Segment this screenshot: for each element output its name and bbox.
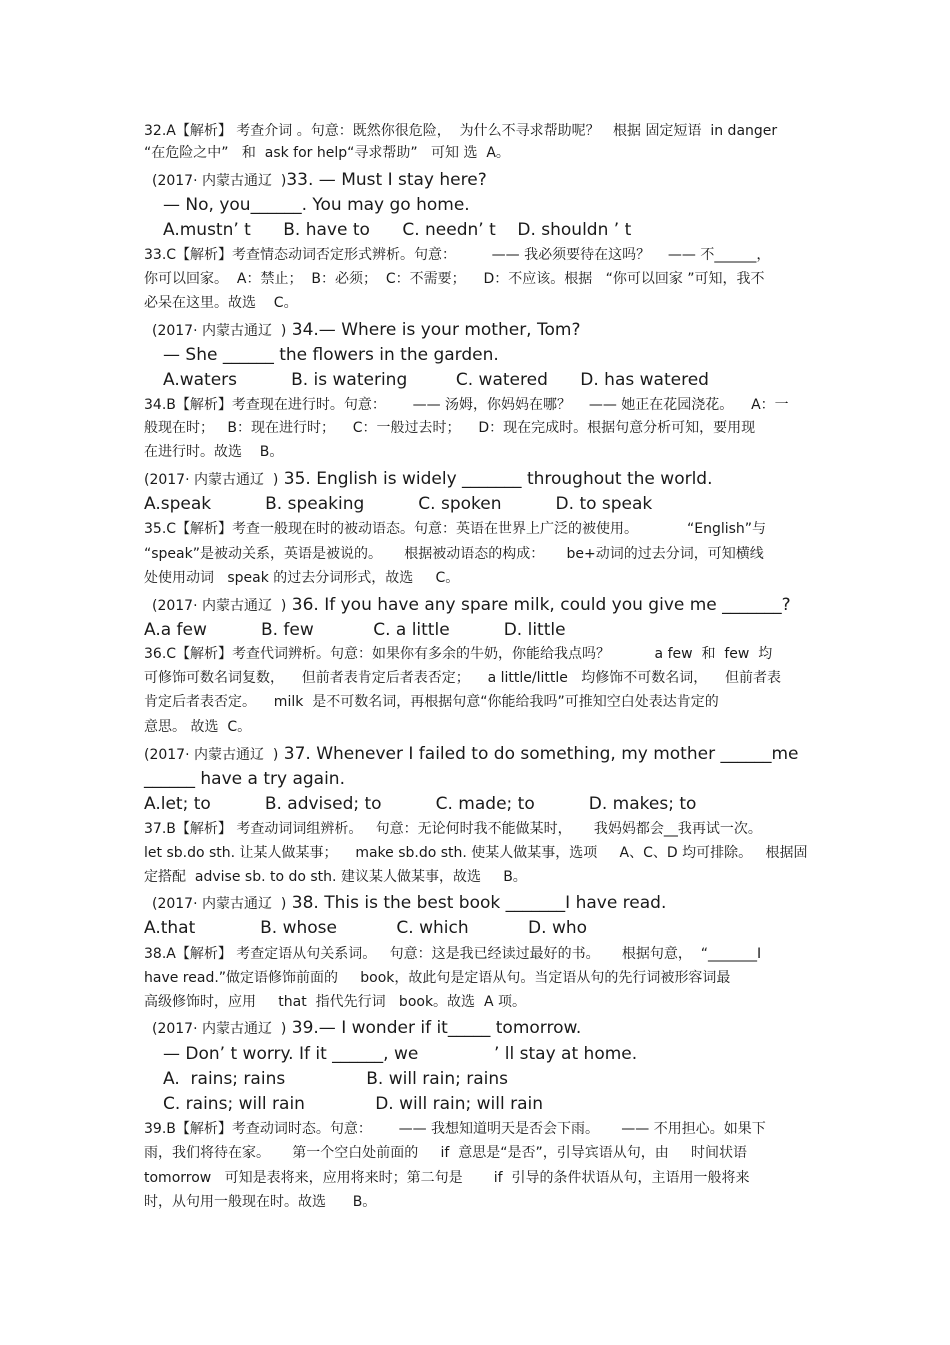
question-text: 39.— I wonder if it_____ tomorrow. xyxy=(286,1018,582,1038)
question-text: 34.— Where is your mother, Tom? xyxy=(286,320,581,340)
question-line xyxy=(152,1020,581,1037)
text-line: 处使用动词 speak 的过去分词形式，故选 C。 xyxy=(144,570,460,586)
question-line xyxy=(152,895,666,912)
text-line: 38.A【解析】 考查定语从句关系词。 句意：这是我已经读过最好的书。 根据句意， “_______I xyxy=(144,946,762,962)
text-line: 37.B【解析】 考查动词词组辨析。 句意：无论何时我不能做某时， 我妈妈都会__我再试一次。 xyxy=(144,821,762,837)
text-line: 在进行时。故选 B。 xyxy=(144,444,284,460)
text-line: 33.C【解析】考查情态动词否定形式辨析。句意： —— 我必须要待在这吗？ —— 不______， xyxy=(144,247,771,263)
question-line: — Don’ t worry. If it ______, we ’ ll stay at home. xyxy=(163,1044,638,1064)
text-line: 雨，我们将待在家。 第一个空白处前面的 if 意思是“是否”，引导宾语从句，由 时间状语 xyxy=(144,1145,747,1161)
text-line: 32.A【解析】 考查介词 。句意：既然你很危险， 为什么不寻求帮助呢？ 根据 固定短语 in danger xyxy=(144,123,778,139)
question-text: 37. Whenever I failed to do something, my mother ______me xyxy=(278,744,799,764)
text-line: 般现在时； B：现在进行时； C：一般过去时； D：现在完成时。根据句意分析可知，要用现 xyxy=(144,420,756,436)
text-line: 定搭配 advise sb. to do sth. 建议某人做某事，故选 B。 xyxy=(144,869,527,885)
question-line xyxy=(152,597,791,614)
source-label: (2017· 内蒙古通辽 ) xyxy=(144,472,279,488)
text-line: 意思。 故选 C。 xyxy=(144,719,252,735)
source-label: (2017· 内蒙古通辽 ) xyxy=(152,1021,287,1037)
question-text: 35. English is widely _______ throughout the world. xyxy=(278,469,713,489)
options-line: A.waters B. is watering C. watered D. has watered xyxy=(163,370,709,390)
text-line: “在危险之中” 和 ask for help“寻求帮助” 可知 选 A。 xyxy=(144,145,510,161)
source-label: (2017· 内蒙古通辽 ) xyxy=(144,747,279,763)
text-line: 35.C【解析】考查一般现在时的被动语态。句意：英语在世界上广泛的被使用。 “English”与 xyxy=(144,521,767,537)
text-line: 34.B【解析】考查现在进行时。句意： —— 汤姆，你妈妈在哪？ —— 她正在花园浇花。 A：一 xyxy=(144,397,789,413)
text-line: 高级修饰时，应用 that 指代先行词 book。故选 A 项。 xyxy=(144,994,526,1010)
text-line: 36.C【解析】考查代词辨析。句意：如果你有多余的牛奶，你能给我点吗？ a few 和 few 均 xyxy=(144,646,773,662)
options-line: A.that B. whose C. which D. who xyxy=(144,918,588,938)
text-line: 时，从句用一般现在时。故选 B。 xyxy=(144,1194,377,1210)
options-line: A. rains; rains B. will rain; rains xyxy=(163,1069,508,1089)
question-line xyxy=(144,746,799,763)
text-line: 39.B【解析】考查动词时态。句意： —— 我想知道明天是否会下雨。 —— 不用担心。如果下 xyxy=(144,1121,766,1137)
text-line: have read.”做定语修饰前面的 book，故此句是定语从句。当定语从句的先行词被形容词最 xyxy=(144,970,731,986)
question-text: 33. — Must I stay here? xyxy=(286,170,487,190)
question-line xyxy=(144,471,713,488)
options-line: A.speak B. speaking C. spoken D. to speak xyxy=(144,494,653,514)
question-text: 38. This is the best book _______I have read. xyxy=(286,893,667,913)
text-line: “speak”是被动关系，英语是被说的。 根据被动语态的构成： be+动词的过去分词，可知横线 xyxy=(144,546,764,562)
options-line: A.a few B. few C. a little D. little xyxy=(144,620,566,640)
text-line: tomorrow 可知是表将来，应用将来时；第二句是 if 引导的条件状语从句，主语用一般将来 xyxy=(144,1170,750,1186)
source-label: (2017· 内蒙古通辽 ) xyxy=(152,173,287,189)
question-line xyxy=(152,172,487,189)
question-text: 36. If you have any spare milk, could you give me _______? xyxy=(286,595,791,615)
text-line: 必呆在这里。故选 C。 xyxy=(144,295,298,311)
question-line xyxy=(152,322,580,339)
source-label: (2017· 内蒙古通辽 ) xyxy=(152,598,287,614)
question-line: ______ have a try again. xyxy=(144,769,345,789)
source-label: (2017· 内蒙古通辽 ) xyxy=(152,323,287,339)
options-line: A.mustn’ t B. have to C. needn’ t D. shouldn ’ t xyxy=(163,220,632,240)
options-line: A.let; to B. advised; to C. made; to D. makes; to xyxy=(144,794,697,814)
source-label: (2017· 内蒙古通辽 ) xyxy=(152,896,287,912)
text-line: let sb.do sth. 让某人做某事； make sb.do sth. 使某人做某事，选项 A、C、D 均可排除。 根据固 xyxy=(144,845,808,861)
question-line: — No, you______. You may go home. xyxy=(163,195,470,215)
text-line: 肯定后者表否定。 milk 是不可数名词，再根据句意“你能给我吗”可推知空白处表达肯定的 xyxy=(144,694,719,710)
options-line: C. rains; will rain D. will rain; will rain xyxy=(163,1094,543,1114)
question-line: — She ______ the flowers in the garden. xyxy=(163,345,499,365)
text-line: 你可以回家。 A：禁止； B：必须； C：不需要； D：不应该。根据 “你可以回家 ”可知，我不 xyxy=(144,271,765,287)
text-line: 可修饰可数名词复数， 但前者表肯定后者表否定； a little/little 均修饰不可数名词， 但前者表 xyxy=(144,670,782,686)
